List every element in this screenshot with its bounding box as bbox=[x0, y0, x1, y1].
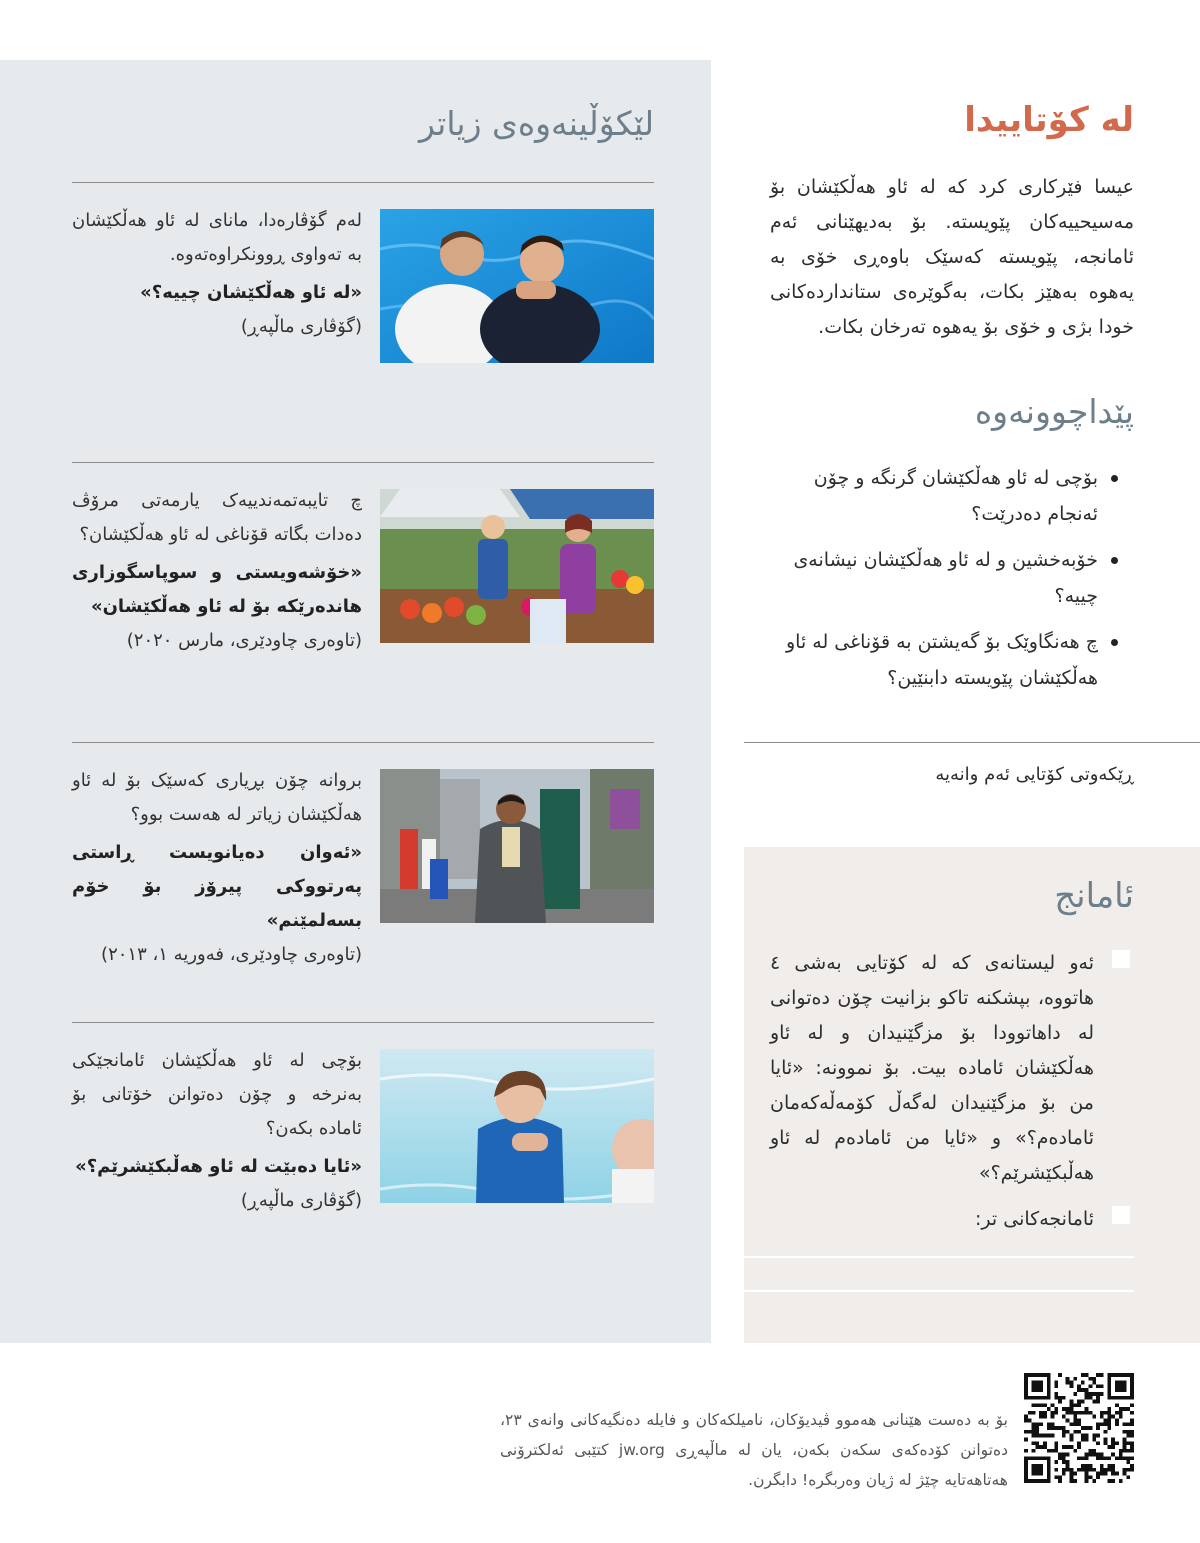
review-question-list bbox=[770, 460, 1134, 706]
article-description: لەم گۆڤارەدا، مانای لە ئاو هەڵکێشان بە تەواوی ڕوونکراوەتەوە. bbox=[72, 210, 362, 265]
article-description: بۆچی لە ئاو هەڵکێشان ئامانجێکی بەنرخە و چۆن دەتوانن خۆتانی بۆ ئامادە بکەن؟ bbox=[72, 1050, 362, 1139]
article-source: (تاوەری چاودێری، مارس ٢٠٢٠) bbox=[126, 630, 362, 651]
article-image-market[interactable] bbox=[380, 489, 654, 643]
article-image-baptism[interactable] bbox=[380, 209, 654, 363]
write-line[interactable] bbox=[744, 1256, 1134, 1258]
article-description: بروانە چۆن بڕیاری کەسێک بۆ لە ئاو هەڵکێشان زیاتر لە هەست بوو؟ bbox=[72, 770, 362, 825]
divider bbox=[72, 742, 654, 743]
article-source: (گۆڤاری ماڵپەڕ) bbox=[240, 1190, 362, 1211]
review-question: بۆچی لە ئاو هەڵکێشان گرنگە و چۆن ئەنجام دەدرێت؟ bbox=[770, 460, 1116, 532]
divider bbox=[72, 462, 654, 463]
article-source: (گۆڤاری ماڵپەڕ) bbox=[240, 316, 362, 337]
summary-text: عیسا فێرکاری کرد کە لە ئاو هەڵکێشان بۆ مەسیحییەکان پێویستە. بۆ بەدیهێنانی ئەم ئامانجە، پێویستە کەسێک باوەڕی خۆی بە یەهوە بەهێز بکات، بەگوێرەی ستانداردەکانی خودا بژی و خۆی بۆ یەهوە تەرخان بکات. bbox=[770, 176, 1134, 338]
article-headline-link[interactable]: «ئەوان دەیانویست ڕاستی پەرتووکی پیرۆز بۆ خۆم بسەلمێنم» bbox=[72, 842, 362, 931]
goal-text: ئامانجەکانی تر: bbox=[975, 1208, 1094, 1230]
footer-text: بۆ بە دەست هێنانی هەموو ڤیدیۆکان، نامیلکەکان و فایلە دەنگیەکانی وانەی ٢٣، دەتوانن کۆدەکەی سکەن بکەن، یان لە ماڵپەڕی jw.org کتێبی ئەلکترۆنی هەتاهەتایە چێژ لە ژیان وەربگرە! دابگرن. bbox=[500, 1411, 1008, 1489]
article-headline-link[interactable]: «لە ئاو هەڵکێشان چییە؟» bbox=[140, 282, 362, 303]
article-image-street[interactable] bbox=[380, 769, 654, 923]
divider bbox=[744, 742, 1200, 743]
more-study-title: لێکۆڵینەوەی زیاتر bbox=[418, 104, 654, 143]
review-question: خۆبەخشین و لە ئاو هەڵکێشان نیشانەی چییە؟ bbox=[770, 542, 1116, 614]
divider bbox=[72, 182, 654, 183]
summary-title: لە کۆتاییدا bbox=[964, 100, 1134, 140]
qr-code-icon[interactable] bbox=[1024, 1373, 1134, 1483]
divider bbox=[72, 1022, 654, 1023]
review-question: چ هەنگاوێک بۆ گەیشتن بە قۆناغی لە ئاو هەڵکێشان پێویستە دابنێین؟ bbox=[770, 624, 1116, 696]
review-title: پێداچوونەوە bbox=[974, 392, 1134, 431]
goal-item-1 bbox=[770, 946, 1134, 1191]
article-image-baptism-woman[interactable] bbox=[380, 1049, 654, 1203]
article-headline-link[interactable]: «خۆشەویستی و سوپاسگوزاری هاندەرێکە بۆ لە ئاو هەڵکێشان» bbox=[72, 562, 362, 617]
goal-item-2 bbox=[770, 1202, 1134, 1237]
completion-date-label: ڕێکەوتی کۆتایی ئەم وانەیە bbox=[935, 764, 1134, 785]
article-description: چ تایبەتمەندییەک یارمەتی مرۆڤ دەدات بگاتە قۆناغی لە ئاو هەڵکێشان؟ bbox=[72, 490, 362, 545]
goal-title: ئامانج bbox=[1054, 876, 1134, 916]
write-line[interactable] bbox=[744, 1290, 1134, 1292]
goal-checkbox[interactable] bbox=[1112, 950, 1130, 968]
goal-text: ئەو لیستانەی کە لە کۆتایی بەشی ٤ هاتووە، بپشکنە تاکو بزانیت چۆن دەتوانی لە داهاتوودا بۆ مزگێنیدان و لە ئاو هەڵکێشان ئامادە بیت. بۆ نموونە: «ئایا من بۆ مزگێنیدان لەگەڵ کۆمەڵەکەمان ئامادەم؟» و «ئایا من ئامادەم لە ئاو هەڵبکێشرێم؟» bbox=[770, 952, 1094, 1184]
article-source: (تاوەری چاودێری، فەوریە ١، ٢٠١٣) bbox=[101, 944, 362, 965]
goal-checkbox[interactable] bbox=[1112, 1206, 1130, 1224]
article-headline-link[interactable]: «ئایا دەبێت لە ئاو هەڵبکێشرێم؟» bbox=[75, 1156, 362, 1177]
